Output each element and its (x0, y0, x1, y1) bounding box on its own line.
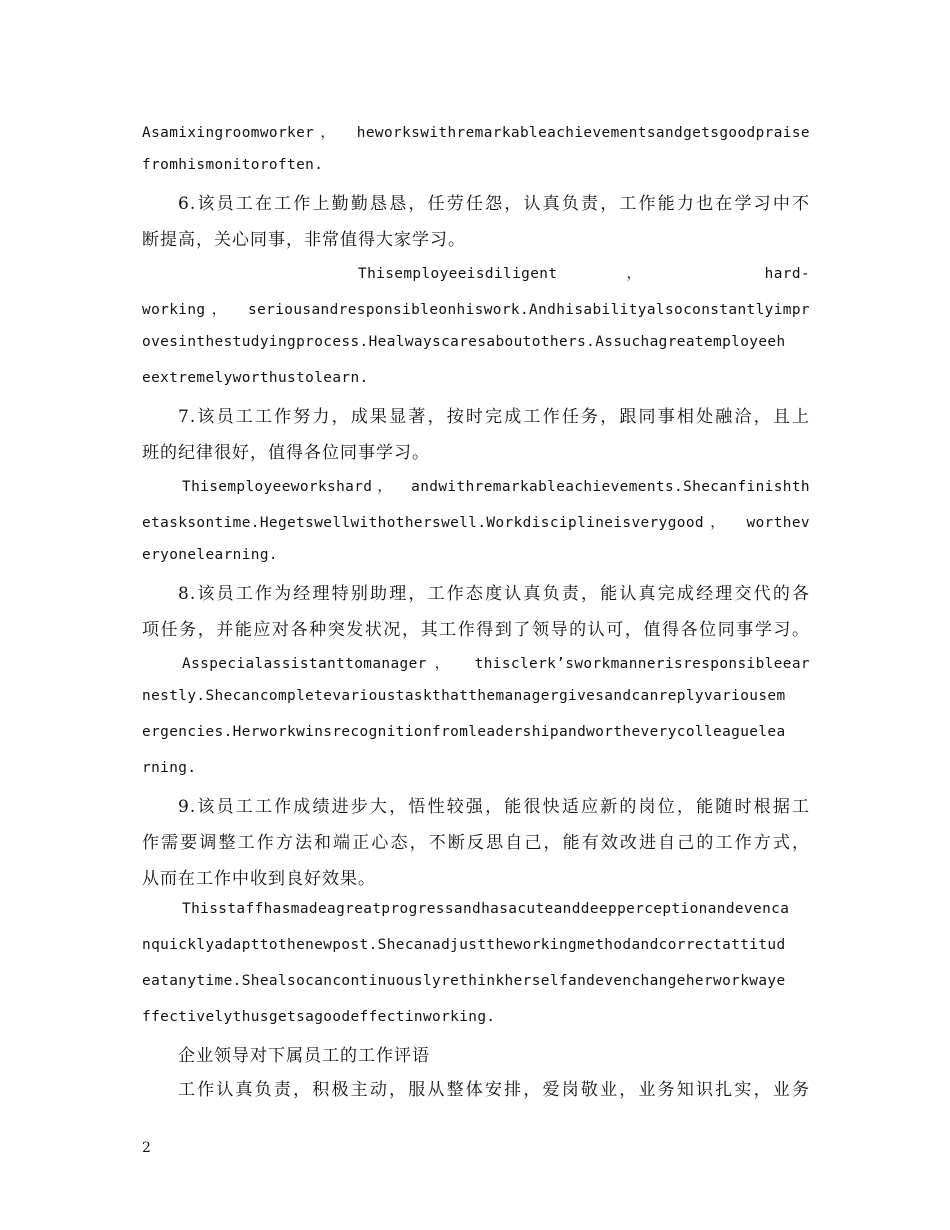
text-line: eatanytime.Shealsocancontinuouslyrethinkherselfandevenchangeherworkwaye (142, 973, 786, 989)
section-heading: 企业领导对下属员工的工作评语 (178, 1046, 430, 1066)
text-line: nquicklyadapttothenewpost.Shecanadjusttheworkingmethodandcorrectattitud (142, 937, 786, 953)
paragraph-heading-9: 9.该员工工作成绩进步大，悟性较强，能很快适应新的岗位，能随时根据工 (178, 797, 810, 817)
text-line: eextremelyworthustolearn. (142, 370, 369, 386)
text-line: ovesinthestudyingprocess.Healwayscaresaboutothers.Assuchagreatemployeeh (142, 334, 786, 350)
text-line: Thisemployeeisdiligent ， hard- (358, 266, 810, 282)
text-line: eryonelearning. (142, 547, 278, 563)
text-line: ergencies.Herworkwinsrecognitionfromleadershipandwortheverycolleaguelea (142, 724, 786, 740)
text-line: 项任务，并能应对各种突发状况，其工作得到了领导的认可，值得各位同事学习。 (142, 620, 810, 640)
paragraph-heading-6: 6.该员工在工作上勤勤恳恳，任劳任怨，认真负责，工作能力也在学习中不 (178, 194, 810, 214)
text-line: etasksontime.Hegetswellwithotherswell.Workdisciplineisverygood， worthev (142, 515, 810, 531)
text-line: 作需要调整工作方法和端正心态，不断反思自己，能有效改进自己的工作方式， (142, 833, 810, 853)
page-number: 2 (142, 1140, 151, 1156)
text-line: working， seriousandresponsibleonhiswork.Andhisabilityalsoconstantlyimpr (142, 302, 810, 318)
text-line: Thisemployeeworkshard， andwithremarkableachievements.Shecanfinishth (182, 479, 810, 495)
paragraph-heading-7: 7.该员工工作努力，成果显著，按时完成工作任务，跟同事相处融洽，且上 (178, 407, 810, 427)
text-line: Asspecialassistanttomanager， thisclerk’sworkmannerisresponsibleear (182, 656, 810, 672)
text-line: 从而在工作中收到良好效果。 (142, 869, 376, 889)
text-line: fromhismonitoroften. (142, 157, 324, 173)
text-line: rning. (142, 760, 197, 776)
paragraph-heading-8: 8.该员工作为经理特别助理，工作态度认真负责，能认真完成经理交代的各 (178, 584, 810, 604)
text-line: 断提高，关心同事，非常值得大家学习。 (142, 230, 466, 250)
text-line: Asamixingroomworker， heworkswithremarkableachievementsandgetsgoodpraise (142, 125, 810, 141)
text-line: 班的纪律很好，值得各位同事学习。 (142, 443, 430, 463)
text-line: Thisstaffhasmadeagreatprogressandhasacuteanddeepperceptionandevenca (182, 901, 790, 917)
text-line: 工作认真负责，积极主动，服从整体安排，爱岗敬业，业务知识扎实，业务 (178, 1080, 810, 1100)
text-line: ffectivelythusgetsagoodeffectinworking. (142, 1009, 496, 1025)
text-line: nestly.Shecancompletevarioustaskthatthemanagergivesandcanreplyvariousem (142, 688, 786, 704)
